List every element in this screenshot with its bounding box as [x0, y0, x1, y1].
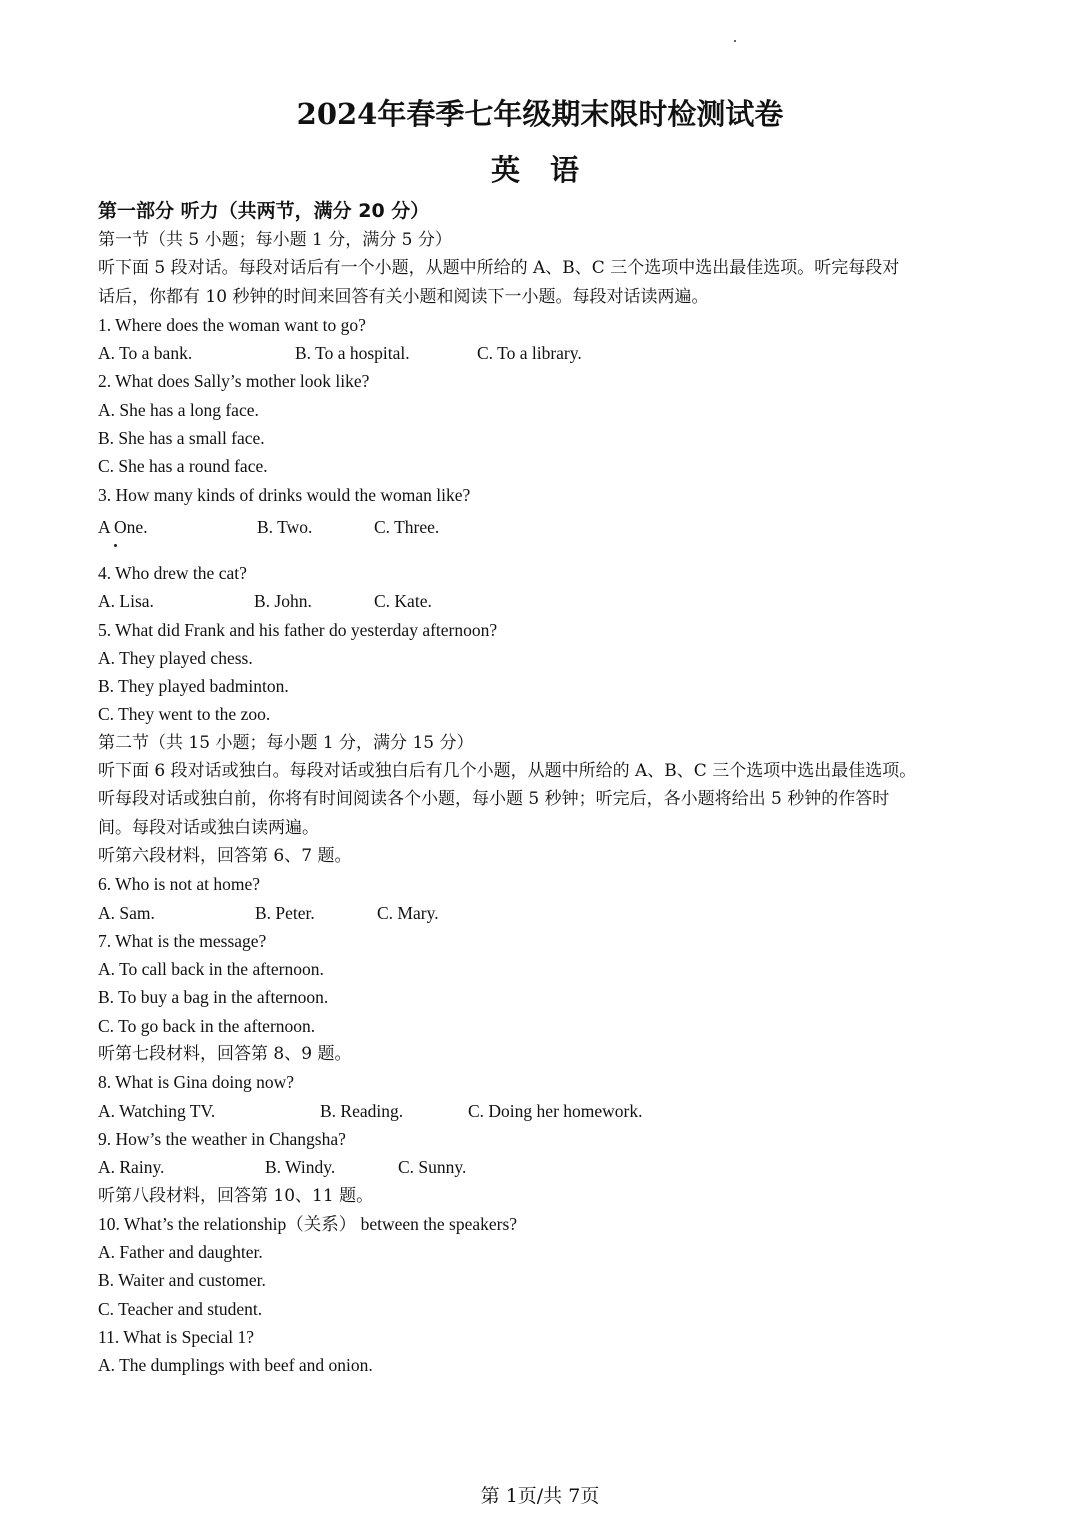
question-options: [98, 899, 998, 927]
option-b: B. Windy.: [265, 1157, 336, 1178]
question-stem: 5. What did Frank and his father do yesterday afternoon?: [98, 619, 498, 640]
question-stem: 3. How many kinds of drinks would the woman like?: [98, 484, 471, 505]
question-stem: 10. What’s the relationship（关系） between the speakers?: [98, 1213, 518, 1234]
option-a: A. To a bank.: [98, 343, 193, 364]
exam-title: 2024年春季七年级期末限时检测试卷: [296, 97, 784, 131]
option-c: C. Teacher and student.: [98, 1298, 263, 1319]
option-c: C. Mary.: [377, 902, 439, 923]
scan-speck: [734, 40, 736, 42]
question-stem: 4. Who drew the cat?: [98, 562, 247, 583]
option-b: B. Reading.: [320, 1100, 404, 1121]
option-b: B. To a hospital.: [295, 343, 410, 364]
option-a: A. She has a long face.: [98, 399, 259, 420]
spacer: [98, 545, 998, 559]
section2-heading: 第二节（共 15 小题；每小题 1 分，满分 15 分）: [98, 732, 474, 753]
question-stem: 2. What does Sally’s mother look like?: [98, 371, 370, 392]
option-b: B. To buy a bag in the afternoon.: [98, 987, 329, 1008]
page-number: 第 1页/共 7页: [480, 1485, 600, 1507]
option-b: B. John.: [254, 591, 312, 612]
section2-instructions-line1: 听下面 6 段对话或独白。每段对话或独白后有几个小题，从题中所给的 A、B、C 三个选项中选出最佳选项。: [98, 761, 917, 782]
section1-instructions-line1: 听下面 5 段对话。每段对话后有一个小题，从题中所给的 A、B、C 三个选项中选出最佳选项。听完每段对: [98, 258, 900, 279]
question-stem: 6. Who is not at home?: [98, 874, 261, 895]
option-b: B. Two.: [257, 516, 313, 537]
question-stem: 11. What is Special 1?: [98, 1326, 255, 1347]
option-c: C. She has a round face.: [98, 456, 268, 477]
question-stem: 7. What is the message?: [98, 930, 267, 951]
question-options: [98, 587, 998, 615]
option-b: B. Peter.: [255, 902, 315, 923]
option-c: C. To a library.: [477, 343, 582, 364]
option-c: C. Kate.: [374, 591, 432, 612]
option-c: C. Sunny.: [398, 1157, 467, 1178]
question-options: [98, 339, 998, 367]
option-a: A. To call back in the afternoon.: [98, 959, 324, 980]
section2-instructions-line2: 听每段对话或独白前，你将有时间阅读各个小题，每小题 5 秒钟；听完后，各小题将给出 5 秒钟的作答时: [98, 789, 890, 810]
material-8-heading: 听第八段材料，回答第 10、11 题。: [98, 1185, 374, 1206]
question-options: [98, 1097, 998, 1125]
question-options: [98, 1153, 998, 1181]
exam-content: [98, 196, 998, 1380]
section1-heading: 第一节（共 5 小题；每小题 1 分，满分 5 分）: [98, 230, 452, 250]
option-c: C. To go back in the afternoon.: [98, 1015, 316, 1036]
section1-instructions-line2: 话后，你都有 10 秒钟的时间来回答有关小题和阅读下一小题。每段对话读两遍。: [98, 286, 709, 307]
material-7-heading: 听第七段材料，回答第 8、9 题。: [98, 1044, 352, 1065]
option-a: A. The dumplings with beef and onion.: [98, 1355, 373, 1376]
option-a: A. Lisa.: [98, 591, 154, 612]
option-c: C. They went to the zoo.: [98, 704, 271, 725]
option-a: A. Sam.: [98, 902, 155, 923]
part1-heading: 第一部分 听力（共两节，满分 20 分）: [98, 200, 430, 222]
option-a: A. Rainy.: [98, 1157, 165, 1178]
subject-title: 英 语: [490, 153, 590, 187]
option-c: C. Doing her homework.: [468, 1100, 643, 1121]
option-a: A. They played chess.: [98, 647, 253, 668]
option-b: B. She has a small face.: [98, 428, 265, 449]
option-a: A. Watching TV.: [98, 1100, 216, 1121]
option-a: A One.: [98, 516, 148, 537]
question-options: [98, 509, 998, 545]
scan-speck: [114, 544, 117, 547]
section2-instructions-line3: 间。每段对话或独白读两遍。: [98, 817, 319, 838]
option-b: B. Waiter and customer.: [98, 1270, 266, 1291]
question-stem: 1. Where does the woman want to go?: [98, 314, 366, 335]
question-stem: 8. What is Gina doing now?: [98, 1072, 295, 1093]
question-stem: 9. How’s the weather in Changsha?: [98, 1128, 346, 1149]
material-6-heading: 听第六段材料，回答第 6、7 题。: [98, 845, 352, 866]
option-b: B. They played badminton.: [98, 676, 289, 697]
option-c: C. Three.: [374, 516, 440, 537]
option-a: A. Father and daughter.: [98, 1242, 263, 1263]
